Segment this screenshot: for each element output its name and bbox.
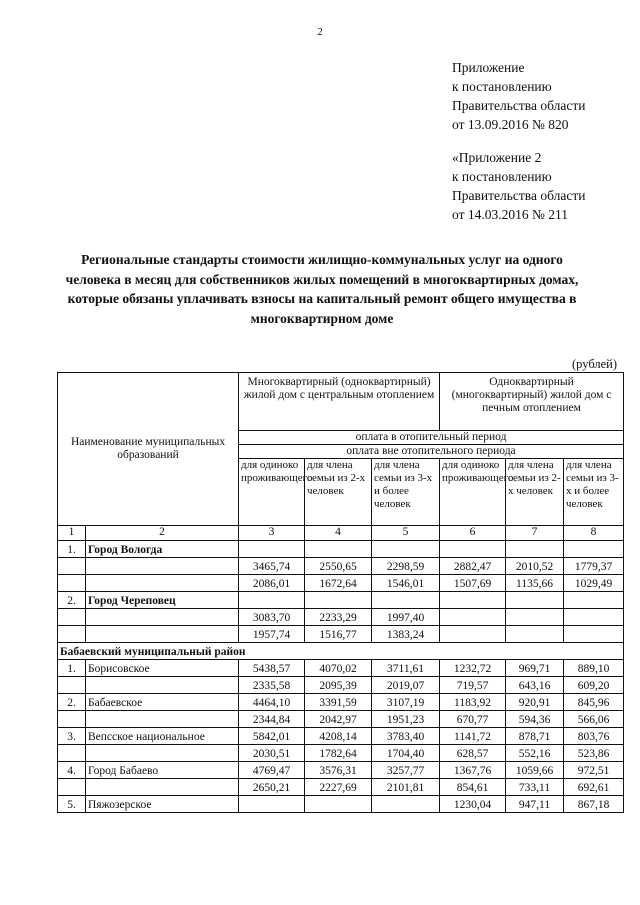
appendix-line: «Приложение 2 — [452, 150, 542, 165]
value-cell: 3391,59 — [305, 694, 372, 711]
row-number — [58, 677, 86, 694]
appendix-line: от 13.09.2016 № 820 — [452, 117, 569, 132]
value-cell: 1141,72 — [440, 728, 506, 745]
header-col: для члена семьи из 3-х и более человек — [564, 459, 624, 526]
table-row — [58, 558, 624, 575]
value-cell: 2095,39 — [305, 677, 372, 694]
table-row — [58, 626, 624, 643]
value-cell — [506, 592, 564, 609]
value-cell — [506, 626, 564, 643]
header-col: для члена семьи из 2-х человек — [506, 459, 564, 526]
row-number: 4. — [58, 762, 86, 779]
value-cell: 2233,29 — [305, 609, 372, 626]
value-cell — [440, 609, 506, 626]
value-cell: 1232,72 — [440, 660, 506, 677]
value-cell: 692,61 — [564, 779, 624, 796]
table-row — [58, 677, 624, 694]
table-row — [58, 643, 624, 660]
value-cell: 1183,92 — [440, 694, 506, 711]
header-col: для члена семьи из 3-х и более человек — [372, 459, 440, 526]
value-cell: 3465,74 — [239, 558, 305, 575]
header-group-central: Многоквартирный (одноквартирный) жилой дом с центральным отоплением — [239, 373, 440, 431]
value-cell: 1135,66 — [506, 575, 564, 592]
value-cell: 552,16 — [506, 745, 564, 762]
municipality-name — [86, 711, 239, 728]
header-col: для одиноко проживающего — [440, 459, 506, 526]
value-cell — [372, 541, 440, 558]
value-cell: 2086,01 — [239, 575, 305, 592]
value-cell: 2650,21 — [239, 779, 305, 796]
value-cell: 878,71 — [506, 728, 564, 745]
value-cell: 1507,69 — [440, 575, 506, 592]
column-index: 1 — [58, 526, 86, 541]
value-cell — [239, 796, 305, 813]
column-index: 8 — [564, 526, 624, 541]
value-cell: 2010,52 — [506, 558, 564, 575]
value-cell: 2030,51 — [239, 745, 305, 762]
value-cell: 1516,77 — [305, 626, 372, 643]
value-cell: 947,11 — [506, 796, 564, 813]
table-row — [58, 592, 624, 609]
value-cell: 3783,40 — [372, 728, 440, 745]
value-cell: 2550,65 — [305, 558, 372, 575]
value-cell: 2042,97 — [305, 711, 372, 728]
appendix-line: Правительства области — [452, 98, 586, 113]
value-cell: 867,18 — [564, 796, 624, 813]
value-cell: 4464,10 — [239, 694, 305, 711]
value-cell: 2335,58 — [239, 677, 305, 694]
value-cell: 609,20 — [564, 677, 624, 694]
value-cell: 1230,04 — [440, 796, 506, 813]
row-number: 2. — [58, 592, 86, 609]
municipality-name — [86, 575, 239, 592]
value-cell: 5842,01 — [239, 728, 305, 745]
value-cell: 1672,64 — [305, 575, 372, 592]
value-cell: 5438,57 — [239, 660, 305, 677]
municipality-name: Борисовское — [86, 660, 239, 677]
value-cell: 4208,14 — [305, 728, 372, 745]
value-cell: 972,51 — [564, 762, 624, 779]
row-number: 3. — [58, 728, 86, 745]
appendix-line: к постановлению — [452, 79, 552, 94]
value-cell: 1951,23 — [372, 711, 440, 728]
header-group-stove: Одноквартирный (многоквартирный) жилой дом с печным отоплением — [440, 373, 624, 431]
value-cell: 628,57 — [440, 745, 506, 762]
row-number — [58, 575, 86, 592]
row-number: 1. — [58, 660, 86, 677]
column-index: 4 — [305, 526, 372, 541]
value-cell: 670,77 — [440, 711, 506, 728]
value-cell: 2882,47 — [440, 558, 506, 575]
value-cell — [305, 796, 372, 813]
row-number — [58, 626, 86, 643]
value-cell: 643,16 — [506, 677, 564, 694]
document-title: Региональные стандарты стоимости жилищно-коммунальных услуг на одного человека в месяц для собственников жилых помещений в многоквартирных домах, которые обязаны уплачивать взносы на капитальный ремонт общего имущества в многоквартирном доме — [65, 252, 579, 326]
column-index: 3 — [239, 526, 305, 541]
municipality-name: Город Череповец — [86, 592, 239, 609]
value-cell — [372, 796, 440, 813]
value-cell: 1546,01 — [372, 575, 440, 592]
value-cell: 2101,81 — [372, 779, 440, 796]
value-cell: 2227,69 — [305, 779, 372, 796]
table-row — [58, 745, 624, 762]
table-row — [58, 796, 624, 813]
column-index: 2 — [86, 526, 239, 541]
value-cell: 3257,77 — [372, 762, 440, 779]
value-cell: 594,36 — [506, 711, 564, 728]
municipality-name — [86, 626, 239, 643]
appendix-line: к постановлению — [452, 169, 552, 184]
table-row — [58, 728, 624, 745]
value-cell: 2344,84 — [239, 711, 305, 728]
municipality-name — [86, 745, 239, 762]
header-heating-period: оплата в отопительный период — [239, 431, 624, 445]
value-cell — [564, 541, 624, 558]
value-cell: 566,06 — [564, 711, 624, 728]
value-cell: 523,86 — [564, 745, 624, 762]
appendix-line: от 14.03.2016 № 211 — [452, 207, 568, 222]
value-cell — [506, 609, 564, 626]
appendix-line: Правительства области — [452, 188, 586, 203]
value-cell — [305, 592, 372, 609]
municipality-name — [86, 609, 239, 626]
value-cell: 969,71 — [506, 660, 564, 677]
table-row — [58, 609, 624, 626]
header-name: Наименование муниципальных образований — [58, 373, 239, 526]
row-number — [58, 779, 86, 796]
value-cell: 4070,02 — [305, 660, 372, 677]
municipality-name: Бабаевское — [86, 694, 239, 711]
page-number: 2 — [317, 26, 323, 38]
appendix-block-current — [452, 58, 585, 134]
row-number — [58, 558, 86, 575]
municipality-name — [86, 779, 239, 796]
column-index: 7 — [506, 526, 564, 541]
value-cell: 3083,70 — [239, 609, 305, 626]
unit-label: (рублей) — [572, 357, 618, 371]
table-row — [58, 694, 624, 711]
value-cell — [440, 541, 506, 558]
municipality-name: Город Вологда — [86, 541, 239, 558]
row-number: 2. — [58, 694, 86, 711]
row-number: 1. — [58, 541, 86, 558]
value-cell: 1997,40 — [372, 609, 440, 626]
section-heading: Бабаевский муниципальный район — [58, 643, 624, 660]
table-row — [58, 660, 624, 677]
value-cell — [372, 592, 440, 609]
standards-table — [57, 372, 624, 813]
value-cell: 719,57 — [440, 677, 506, 694]
row-number — [58, 711, 86, 728]
appendix-line: Приложение — [452, 60, 525, 75]
value-cell: 1029,49 — [564, 575, 624, 592]
value-cell: 889,10 — [564, 660, 624, 677]
value-cell: 854,61 — [440, 779, 506, 796]
value-cell: 2298,59 — [372, 558, 440, 575]
value-cell: 733,11 — [506, 779, 564, 796]
municipality-name: Вепсское национальное — [86, 728, 239, 745]
header-col: для члена семьи из 2-х человек — [305, 459, 372, 526]
value-cell — [239, 541, 305, 558]
value-cell: 803,76 — [564, 728, 624, 745]
row-number — [58, 745, 86, 762]
value-cell: 3576,31 — [305, 762, 372, 779]
column-index: 5 — [372, 526, 440, 541]
value-cell — [506, 541, 564, 558]
value-cell: 1779,37 — [564, 558, 624, 575]
row-number — [58, 609, 86, 626]
row-number: 5. — [58, 796, 86, 813]
value-cell: 1704,40 — [372, 745, 440, 762]
value-cell: 1059,66 — [506, 762, 564, 779]
value-cell: 1383,24 — [372, 626, 440, 643]
value-cell — [440, 592, 506, 609]
header-col: для одиноко проживающего — [239, 459, 305, 526]
municipality-name: Город Бабаево — [86, 762, 239, 779]
value-cell: 4769,47 — [239, 762, 305, 779]
value-cell — [239, 592, 305, 609]
value-cell: 1367,76 — [440, 762, 506, 779]
value-cell: 920,91 — [506, 694, 564, 711]
appendix-block-original — [452, 148, 585, 224]
header-non-heating-period: оплата вне отопительного периода — [239, 445, 624, 459]
value-cell — [564, 626, 624, 643]
municipality-name — [86, 558, 239, 575]
value-cell — [564, 609, 624, 626]
value-cell — [440, 626, 506, 643]
value-cell: 3107,19 — [372, 694, 440, 711]
value-cell: 3711,61 — [372, 660, 440, 677]
value-cell: 2019,07 — [372, 677, 440, 694]
table-row — [58, 711, 624, 728]
municipality-name: Пяжозерское — [86, 796, 239, 813]
table-row — [58, 541, 624, 558]
value-cell — [564, 592, 624, 609]
value-cell — [305, 541, 372, 558]
table-row — [58, 762, 624, 779]
value-cell: 1782,64 — [305, 745, 372, 762]
value-cell: 1957,74 — [239, 626, 305, 643]
value-cell: 845,96 — [564, 694, 624, 711]
column-index: 6 — [440, 526, 506, 541]
municipality-name — [86, 677, 239, 694]
table-row — [58, 575, 624, 592]
table-row — [58, 779, 624, 796]
